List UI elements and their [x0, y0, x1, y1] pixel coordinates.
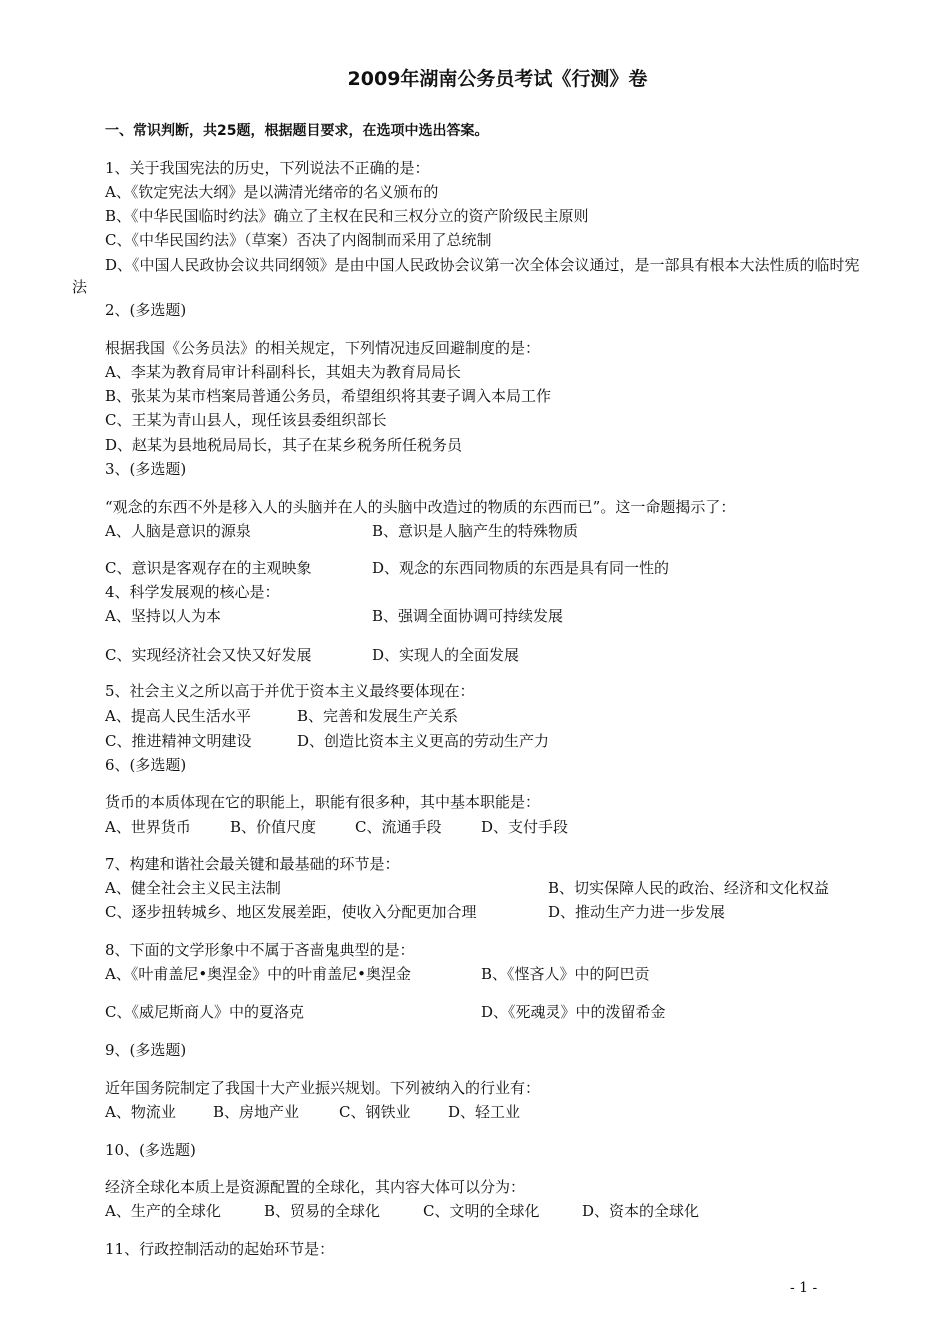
q10-option-a: A、生产的全球化 [105, 1202, 221, 1220]
q6-option-d: D、支付手段 [481, 818, 569, 836]
q10-stem: 经济全球化本质上是资源配置的全球化，其内容大体可以分为： [105, 1178, 526, 1196]
q5-option-d: D、创造比资本主义更高的劳动生产力 [297, 732, 550, 750]
q2-option-c: C、王某为青山县人，现任该县委组织部长 [105, 411, 387, 429]
q9-stem: 近年国务院制定了我国十大产业振兴规划。下列被纳入的行业有： [105, 1079, 541, 1097]
document-title: 2009年湖南公务员考试《行测》卷 [347, 68, 648, 90]
q4-stem: 4、科学发展观的核心是： [105, 583, 280, 601]
q1-option-a: A、《钦定宪法大纲》是以满清光绪帝的名义颁布的 [105, 183, 439, 201]
q6-number: 6、(多选题) [105, 756, 187, 774]
q10-option-c: C、文明的全球化 [423, 1202, 540, 1220]
q9-option-a: A、物流业 [105, 1103, 176, 1121]
q1-option-d: D、《中国人民政协会议共同纲领》是由中国人民政协会议第一次全体会议通过，是一部具有根本大法性质的临时宪法 [72, 256, 860, 296]
q8-option-a: A、《叶甫盖尼•奥涅金》中的叶甫盖尼•奥涅金 [105, 965, 412, 983]
q10-number: 10、(多选题) [105, 1141, 196, 1159]
q4-option-d: D、实现人的全面发展 [372, 646, 520, 664]
q8-option-d: D、《死魂灵》中的泼留希金 [481, 1003, 666, 1021]
q5-option-c: C、推进精神文明建设 [105, 732, 252, 750]
q6-option-a: A、世界货币 [105, 818, 191, 836]
q2-option-d: D、赵某为县地税局局长，其子在某乡税务所任税务员 [105, 436, 463, 454]
q2-option-b: B、张某为某市档案局普通公务员，希望组织将其妻子调入本局工作 [105, 387, 552, 405]
q9-option-b: B、房地产业 [213, 1103, 300, 1121]
q1-option-b: B、《中华民国临时约法》确立了主权在民和三权分立的资产阶级民主原则 [105, 207, 589, 225]
q9-number: 9、(多选题) [105, 1041, 187, 1059]
q3-option-a: A、人脑是意识的源泉 [105, 522, 251, 540]
q7-option-c: C、逐步扭转城乡、地区发展差距，使收入分配更加合理 [105, 903, 477, 921]
q4-option-a: A、坚持以人为本 [105, 607, 221, 625]
q5-option-a: A、提高人民生活水平 [105, 707, 251, 725]
q9-option-d: D、轻工业 [448, 1103, 521, 1121]
q6-option-b: B、价值尺度 [230, 818, 317, 836]
q6-option-c: C、流通手段 [355, 818, 442, 836]
q3-stem: “观念的东西不外是移入人的头脑并在人的头脑中改造过的物质的东西而已”。这一命题揭示了： [105, 498, 736, 516]
q1-option-c: C、《中华民国约法》（草案）否决了内阁制而采用了总统制 [105, 231, 492, 249]
q6-stem: 货币的本质体现在它的职能上，职能有很多种，其中基本职能是： [105, 793, 541, 811]
q8-option-b: B、《悭吝人》中的阿巴贡 [481, 965, 650, 983]
q4-option-c: C、实现经济社会又快又好发展 [105, 646, 312, 664]
section-heading: 一、常识判断，共25题，根据题目要求，在选项中选出答案。 [105, 123, 489, 139]
q10-option-b: B、贸易的全球化 [264, 1202, 381, 1220]
q2-option-a: A、李某为教育局审计科副科长，其姐夫为教育局局长 [105, 363, 461, 381]
q3-option-d: D、观念的东西同物质的东西是具有同一性的 [372, 559, 670, 577]
q9-option-c: C、钢铁业 [339, 1103, 411, 1121]
q2-number: 2、(多选题) [105, 301, 187, 319]
q7-option-b: B、切实保障人民的政治、经济和文化权益 [548, 879, 830, 897]
q3-number: 3、(多选题) [105, 460, 187, 478]
page-number: - 1 - [790, 1280, 818, 1296]
q2-stem: 根据我国《公务员法》的相关规定，下列情况违反回避制度的是： [105, 339, 541, 357]
q8-stem: 8、下面的文学形象中不属于吝啬鬼典型的是： [105, 941, 415, 959]
q7-option-d: D、推动生产力进一步发展 [548, 903, 726, 921]
q3-option-c: C、意识是客观存在的主观映象 [105, 559, 312, 577]
q4-option-b: B、强调全面协调可持续发展 [372, 607, 564, 625]
q1-stem: 1、关于我国宪法的历史，下列说法不正确的是： [105, 159, 430, 177]
q5-stem: 5、社会主义之所以高于并优于资本主义最终要体现在： [105, 682, 475, 700]
q5-option-b: B、完善和发展生产关系 [297, 707, 459, 725]
q10-option-d: D、资本的全球化 [582, 1202, 700, 1220]
q8-option-c: C、《威尼斯商人》中的夏洛克 [105, 1003, 304, 1021]
q3-option-b: B、意识是人脑产生的特殊物质 [372, 522, 579, 540]
q7-option-a: A、健全社会主义民主法制 [105, 879, 281, 897]
q7-stem: 7、构建和谐社会最关键和最基础的环节是： [105, 855, 400, 873]
q11-stem: 11、行政控制活动的起始环节是： [105, 1240, 335, 1258]
